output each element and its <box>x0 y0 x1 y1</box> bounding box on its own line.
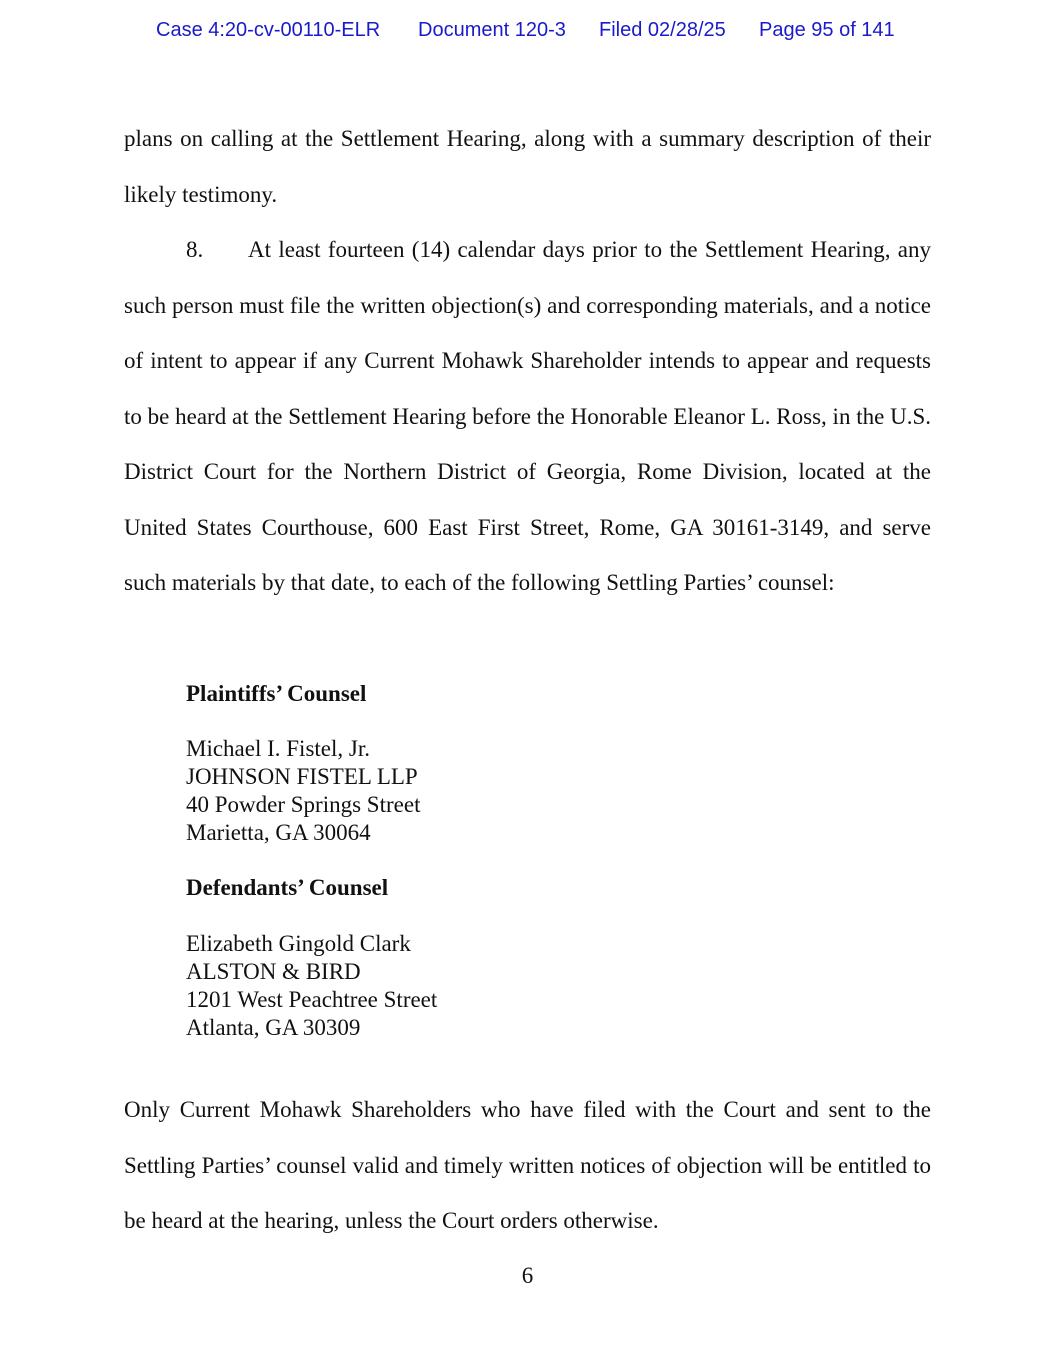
plaintiffs-counsel-name: Michael I. Fistel, Jr. <box>186 736 370 761</box>
defendants-counsel-firm: ALSTON & BIRD <box>186 959 361 984</box>
plaintiffs-counsel-firm: JOHNSON FISTEL LLP <box>186 764 418 789</box>
defendants-counsel-title: Defendants’ Counsel <box>186 875 389 900</box>
paragraph-8-text: At least fourteen (14) calendar days prior to the Settlement Hearing, any such person must file the written objection(s) and corresponding materials, and a notice of intent to appear if any Current Mohawk Shareholder intends to appear and requests to be heard at the Settlement Hearing before the Honorable Eleanor L. Ross, in the U.S. District Court for the Northern District of Georgia, Rome Division, located at the United States Courthouse, 600 East First Street, Rome, GA 30161-3149, and serve such materials by that date, to each of the following Settling Parties’ counsel: <box>124 237 931 595</box>
closing-paragraph: Only Current Mohawk Shareholders who have filed with the Court and sent to the Settling Parties’ counsel valid and timely written notices of objection will be entitled to be heard at the hearing, unless the Court orders otherwise. <box>124 1097 931 1233</box>
plaintiffs-counsel-title: Plaintiffs’ Counsel <box>186 681 367 706</box>
plaintiffs-counsel-heading <box>186 680 366 708</box>
header-page-count: Page 95 of 141 <box>759 19 895 41</box>
plaintiffs-counsel-city: Marietta, GA 30064 <box>186 820 371 845</box>
defendants-counsel-heading <box>186 874 388 902</box>
header-document-number: Document 120-3 <box>418 19 566 41</box>
paragraph-8 <box>124 222 931 611</box>
defendants-counsel-city: Atlanta, GA 30309 <box>186 1015 361 1040</box>
paragraph-number: 8. <box>186 237 204 262</box>
defendants-counsel-name: Elizabeth Gingold Clark <box>186 931 411 956</box>
defendants-counsel-street: 1201 West Peachtree Street <box>186 987 438 1012</box>
plaintiffs-counsel-street: 40 Powder Springs Street <box>186 792 421 817</box>
page-number: 6 <box>521 1263 534 1288</box>
plaintiffs-counsel-address <box>186 735 420 847</box>
header-case-number: Case 4:20-cv-00110-ELR <box>156 19 381 41</box>
continuation-paragraph: plans on calling at the Settlement Hearing, along with a summary description of their likely testimony. <box>124 126 931 207</box>
header-filed-date: Filed 02/28/25 <box>599 19 726 41</box>
defendants-counsel-address <box>186 930 437 1042</box>
